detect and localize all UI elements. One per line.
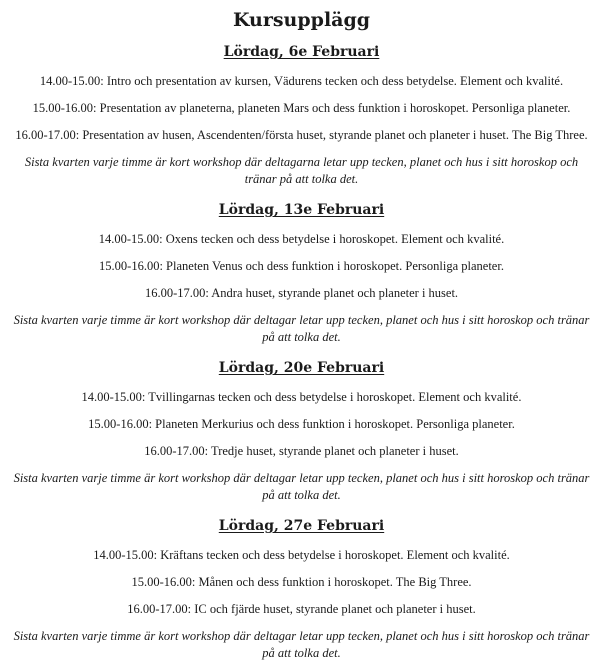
session-item: 15.00-16.00: Planeten Merkurius och dess funktion i horoskopet. Personliga planeter.	[88, 417, 515, 431]
day-heading: Lördag, 6e Februari	[223, 44, 380, 60]
day-heading: Lördag, 27e Februari	[218, 518, 385, 534]
day-section-4	[4, 517, 599, 662]
session-item: 14.00-15.00: Tvillingarnas tecken och dess betydelse i horoskopet. Element och kvalité.	[81, 390, 522, 404]
session-item: 14.00-15.00: Intro och presentation av kursen, Vädurens tecken och dess betydelse. Element och kvalité.	[39, 74, 564, 88]
session-item: 14.00-15.00: Oxens tecken och dess betydelse i horoskopet. Element och kvalité.	[98, 232, 505, 246]
session-item: 15.00-16.00: Presentation av planeterna, planeten Mars och dess funktion i horoskopet. Personliga planeter.	[32, 101, 571, 115]
session-item: 14.00-15.00: Kräftans tecken och dess betydelse i horoskopet. Element och kvalité.	[93, 548, 510, 562]
session-item: 16.00-17.00: IC och fjärde huset, styrande planet och planeter i huset.	[127, 602, 476, 616]
day-section-2	[4, 201, 599, 346]
day-section-3	[4, 359, 599, 504]
page-title: Kursupplägg	[232, 9, 371, 31]
workshop-note: Sista kvarten varje timme är kort workshop där deltagar letar upp tecken, planet och hus i sitt horoskop och tränar på att tolka det.	[13, 471, 590, 502]
day-heading: Lördag, 20e Februari	[218, 360, 385, 376]
day-heading: Lördag, 13e Februari	[218, 202, 385, 218]
workshop-note: Sista kvarten varje timme är kort workshop där deltagarna letar upp tecken, planet och hus i sitt horoskop och tränar på att tolka det.	[24, 155, 579, 186]
session-item: 15.00-16.00: Planeten Venus och dess funktion i horoskopet. Personliga planeter.	[99, 259, 504, 273]
session-item: 16.00-17.00: Tredje huset, styrande planet och planeter i huset.	[144, 444, 459, 458]
workshop-note: Sista kvarten varje timme är kort workshop där deltagar letar upp tecken, planet och hus i sitt horoskop och tränar på att tolka det.	[13, 313, 590, 344]
day-section-1	[4, 43, 599, 188]
session-item: 15.00-16.00: Månen och dess funktion i horoskopet. The Big Three.	[131, 575, 472, 589]
workshop-note: Sista kvarten varje timme är kort workshop där deltagar letar upp tecken, planet och hus i sitt horoskop och tränar på att tolka det.	[13, 629, 590, 660]
session-item: 16.00-17.00: Presentation av husen, Ascendenten/första huset, styrande planet och planeter i huset. The Big Three.	[15, 128, 588, 142]
session-item: 16.00-17.00: Andra huset, styrande planet och planeter i huset.	[144, 286, 459, 300]
